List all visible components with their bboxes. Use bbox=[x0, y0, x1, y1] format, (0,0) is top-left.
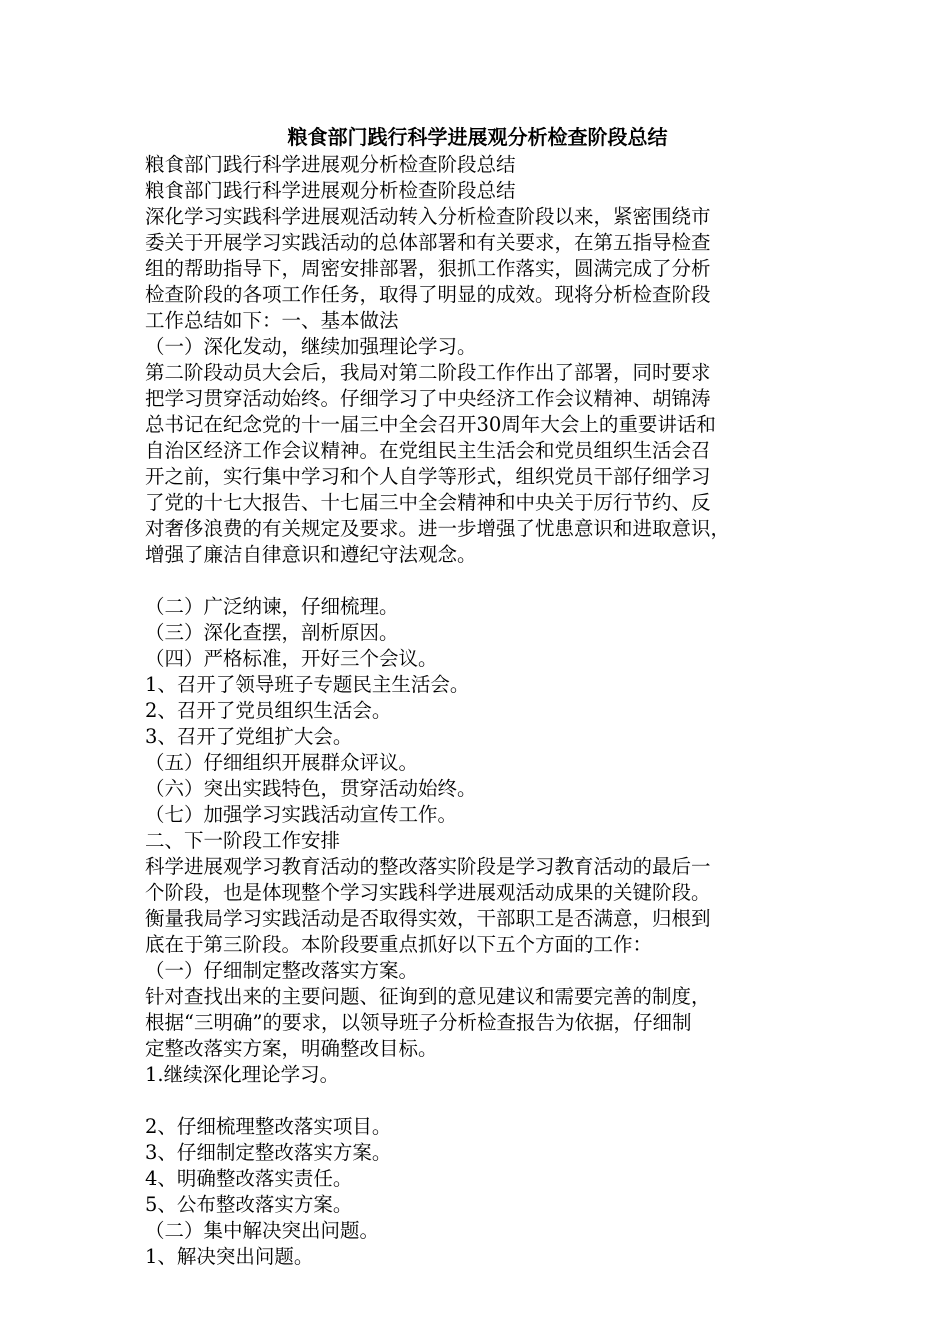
paragraph-line: 自治区经济工作会议精神。在党组民主生活会和党员组织生活会召 bbox=[145, 439, 711, 462]
paragraph-line: 个阶段，也是体现整个学习实践科学进展观活动成果的关键阶段。 bbox=[145, 881, 711, 904]
blank-line bbox=[145, 1088, 810, 1114]
paragraph-line: （二）集中解决突出问题。 bbox=[145, 1219, 380, 1242]
paragraph-line: 3、仔细制定整改落实方案。 bbox=[145, 1141, 392, 1164]
paragraph-line: （一）深化发动，继续加强理论学习。 bbox=[145, 335, 477, 358]
paragraph-line: （三）深化查摆，剖析原因。 bbox=[145, 621, 399, 644]
paragraph-line: 3、召开了党组扩大会。 bbox=[145, 725, 353, 748]
paragraph-line: 二、下一阶段工作安排 bbox=[145, 829, 341, 852]
paragraph-line: 定整改落实方案，明确整改目标。 bbox=[145, 1037, 438, 1060]
paragraph-line: 总书记在纪念党的十一届三中全会召开30周年大会上的重要讲话和 bbox=[145, 413, 716, 436]
paragraph-line: 把学习贯穿活动始终。仔细学习了中央经济工作会议精神、胡锦涛 bbox=[145, 387, 711, 410]
paragraph-line: 开之前，实行集中学习和个人自学等形式，组织党员干部仔细学习 bbox=[145, 465, 711, 488]
paragraph-line: （七）加强学习实践活动宣传工作。 bbox=[145, 803, 458, 826]
paragraph-line: 工作总结如下：一、基本做法 bbox=[145, 309, 399, 332]
paragraph-line: 2、仔细梳理整改落实项目。 bbox=[145, 1115, 392, 1138]
paragraph-line: 对奢侈浪费的有关规定及要求。进一步增强了忧患意识和进取意识， bbox=[145, 517, 731, 540]
paragraph-line: 科学进展观学习教育活动的整改落实阶段是学习教育活动的最后一 bbox=[145, 855, 711, 878]
paragraph-line: 第二阶段动员大会后，我局对第二阶段工作作出了部署，同时要求 bbox=[145, 361, 711, 384]
paragraph-line: 深化学习实践科学进展观活动转入分析检查阶段以来，紧密围绕市 bbox=[145, 205, 711, 228]
paragraph-line: 1、解决突出问题。 bbox=[145, 1245, 314, 1268]
document-body bbox=[145, 152, 810, 1270]
paragraph-line: （一）仔细制定整改落实方案。 bbox=[145, 959, 419, 982]
paragraph-line: 5、公布整改落实方案。 bbox=[145, 1193, 353, 1216]
paragraph-line: （四）严格标准，开好三个会议。 bbox=[145, 647, 438, 670]
paragraph-line: 衡量我局学习实践活动是否取得实效，干部职工是否满意，归根到 bbox=[145, 907, 711, 930]
paragraph-line: （五）仔细组织开展群众评议。 bbox=[145, 751, 419, 774]
paragraph-line: 2、召开了党员组织生活会。 bbox=[145, 699, 392, 722]
paragraph-line: 根据“三明确”的要求，以领导班子分析检查报告为依据，仔细制 bbox=[145, 1011, 692, 1034]
paragraph-line: 底在于第三阶段。本阶段要重点抓好以下五个方面的工作： bbox=[145, 933, 653, 956]
document-page bbox=[145, 122, 810, 1270]
blank-line bbox=[145, 568, 810, 594]
paragraph-line: 委关于开展学习实践活动的总体部署和有关要求，在第五指导检查 bbox=[145, 231, 711, 254]
paragraph-line: （六）突出实践特色，贯穿活动始终。 bbox=[145, 777, 477, 800]
paragraph-line: 增强了廉洁自律意识和遵纪守法观念。 bbox=[145, 543, 477, 566]
paragraph-line: 4、明确整改落实责任。 bbox=[145, 1167, 353, 1190]
paragraph-line: 1、召开了领导班子专题民主生活会。 bbox=[145, 673, 470, 696]
paragraph-line: （二）广泛纳谏，仔细梳理。 bbox=[145, 595, 399, 618]
paragraph-line: 粮食部门践行科学进展观分析检查阶段总结 bbox=[145, 153, 516, 176]
document-title: 粮食部门践行科学进展观分析检查阶段总结 bbox=[287, 125, 668, 149]
paragraph-line: 1.继续深化理论学习。 bbox=[145, 1063, 340, 1086]
paragraph-line: 组的帮助指导下，周密安排部署，狠抓工作落实，圆满完成了分析 bbox=[145, 257, 711, 280]
paragraph-line: 粮食部门践行科学进展观分析检查阶段总结 bbox=[145, 179, 516, 202]
paragraph-line: 针对查找出来的主要问题、征询到的意见建议和需要完善的制度， bbox=[145, 985, 711, 1008]
paragraph-line: 了党的十七大报告、十七届三中全会精神和中央关于厉行节约、反 bbox=[145, 491, 711, 514]
paragraph-line: 检查阶段的各项工作任务，取得了明显的成效。现将分析检查阶段 bbox=[145, 283, 711, 306]
